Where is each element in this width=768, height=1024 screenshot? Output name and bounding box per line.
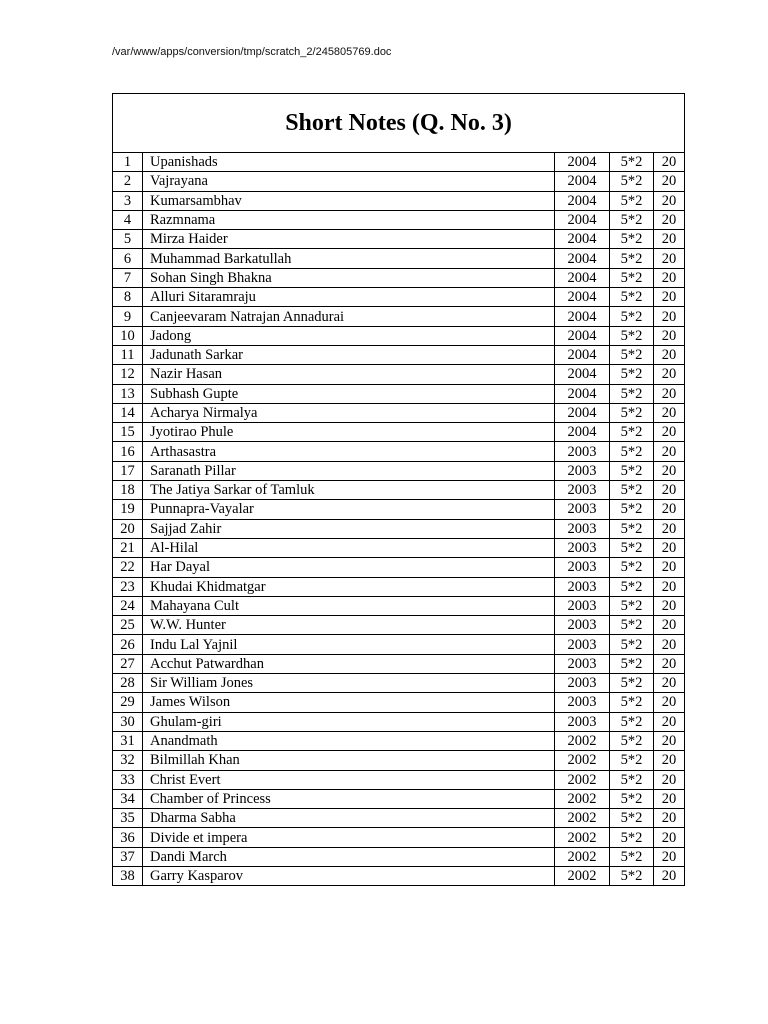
year-cell: 2004 [555,403,610,422]
total-cell: 20 [654,288,685,307]
row-number: 22 [113,558,143,577]
table-row [113,596,685,615]
topic-cell: W.W. Hunter [143,616,555,635]
total-cell: 20 [654,365,685,384]
year-cell: 2002 [555,770,610,789]
row-number: 7 [113,268,143,287]
marks-cell: 5*2 [610,481,654,500]
topic-cell: The Jatiya Sarkar of Tamluk [143,481,555,500]
year-cell: 2003 [555,577,610,596]
table-row [113,809,685,828]
file-path-header: /var/www/apps/conversion/tmp/scratch_2/245805769.doc [112,46,392,58]
topic-cell: Saranath Pillar [143,461,555,480]
marks-cell: 5*2 [610,268,654,287]
year-cell: 2004 [555,326,610,345]
marks-cell: 5*2 [610,809,654,828]
year-cell: 2004 [555,384,610,403]
year-cell: 2002 [555,809,610,828]
topic-cell: Arthasastra [143,442,555,461]
table-row [113,442,685,461]
table-row [113,307,685,326]
table-row [113,191,685,210]
marks-cell: 5*2 [610,577,654,596]
year-cell: 2004 [555,268,610,287]
row-number: 23 [113,577,143,596]
year-cell: 2003 [555,712,610,731]
topic-cell: Jadong [143,326,555,345]
table-row [113,345,685,364]
row-number: 1 [113,153,143,172]
row-number: 36 [113,828,143,847]
marks-cell: 5*2 [610,596,654,615]
marks-cell: 5*2 [610,500,654,519]
marks-cell: 5*2 [610,731,654,750]
topic-cell: Bilmillah Khan [143,751,555,770]
table-row [113,288,685,307]
marks-cell: 5*2 [610,307,654,326]
total-cell: 20 [654,442,685,461]
row-number: 26 [113,635,143,654]
marks-cell: 5*2 [610,693,654,712]
table-row [113,712,685,731]
topic-cell: Nazir Hasan [143,365,555,384]
marks-cell: 5*2 [610,249,654,268]
topic-cell: Subhash Gupte [143,384,555,403]
year-cell: 2003 [555,654,610,673]
marks-cell: 5*2 [610,210,654,229]
row-number: 38 [113,866,143,885]
total-cell: 20 [654,384,685,403]
marks-cell: 5*2 [610,635,654,654]
table-row [113,577,685,596]
row-number: 20 [113,519,143,538]
year-cell: 2002 [555,828,610,847]
row-number: 10 [113,326,143,345]
table-title: Short Notes (Q. No. 3) [113,94,685,153]
marks-cell: 5*2 [610,153,654,172]
table-body [113,94,685,886]
marks-cell: 5*2 [610,712,654,731]
row-number: 32 [113,751,143,770]
total-cell: 20 [654,481,685,500]
total-cell: 20 [654,538,685,557]
total-cell: 20 [654,307,685,326]
year-cell: 2003 [555,596,610,615]
marks-cell: 5*2 [610,751,654,770]
row-number: 25 [113,616,143,635]
marks-cell: 5*2 [610,442,654,461]
total-cell: 20 [654,635,685,654]
topic-cell: Jadunath Sarkar [143,345,555,364]
topic-cell: Kumarsambhav [143,191,555,210]
total-cell: 20 [654,461,685,480]
year-cell: 2002 [555,866,610,885]
year-cell: 2002 [555,731,610,750]
table-row [113,770,685,789]
total-cell: 20 [654,345,685,364]
total-cell: 20 [654,751,685,770]
total-cell: 20 [654,326,685,345]
topic-cell: James Wilson [143,693,555,712]
year-cell: 2003 [555,635,610,654]
row-number: 12 [113,365,143,384]
marks-cell: 5*2 [610,616,654,635]
topic-cell: Indu Lal Yajnil [143,635,555,654]
table-row [113,268,685,287]
year-cell: 2003 [555,693,610,712]
marks-cell: 5*2 [610,365,654,384]
year-cell: 2003 [555,674,610,693]
topic-cell: Khudai Khidmatgar [143,577,555,596]
topic-cell: Divide et impera [143,828,555,847]
year-cell: 2004 [555,345,610,364]
year-cell: 2003 [555,461,610,480]
topic-cell: Upanishads [143,153,555,172]
table-row [113,230,685,249]
topic-cell: Christ Evert [143,770,555,789]
row-number: 18 [113,481,143,500]
row-number: 15 [113,423,143,442]
row-number: 13 [113,384,143,403]
total-cell: 20 [654,828,685,847]
table-row [113,384,685,403]
row-number: 14 [113,403,143,422]
title-row [113,94,685,153]
total-cell: 20 [654,809,685,828]
marks-cell: 5*2 [610,866,654,885]
row-number: 16 [113,442,143,461]
topic-cell: Ghulam-giri [143,712,555,731]
table-row [113,249,685,268]
year-cell: 2002 [555,847,610,866]
marks-cell: 5*2 [610,172,654,191]
year-cell: 2004 [555,423,610,442]
row-number: 37 [113,847,143,866]
total-cell: 20 [654,519,685,538]
marks-cell: 5*2 [610,230,654,249]
table-row [113,210,685,229]
year-cell: 2003 [555,519,610,538]
row-number: 35 [113,809,143,828]
table-row [113,519,685,538]
marks-cell: 5*2 [610,828,654,847]
marks-cell: 5*2 [610,461,654,480]
table-row [113,423,685,442]
year-cell: 2004 [555,249,610,268]
row-number: 21 [113,538,143,557]
year-cell: 2004 [555,288,610,307]
row-number: 8 [113,288,143,307]
total-cell: 20 [654,712,685,731]
topic-cell: Al-Hilal [143,538,555,557]
topic-cell: Razmnama [143,210,555,229]
year-cell: 2002 [555,751,610,770]
total-cell: 20 [654,153,685,172]
marks-cell: 5*2 [610,288,654,307]
marks-cell: 5*2 [610,384,654,403]
total-cell: 20 [654,596,685,615]
total-cell: 20 [654,847,685,866]
topic-cell: Alluri Sitaramraju [143,288,555,307]
total-cell: 20 [654,674,685,693]
marks-cell: 5*2 [610,674,654,693]
total-cell: 20 [654,172,685,191]
topic-cell: Dharma Sabha [143,809,555,828]
table-row [113,789,685,808]
row-number: 31 [113,731,143,750]
marks-cell: 5*2 [610,326,654,345]
table-row [113,481,685,500]
year-cell: 2004 [555,172,610,191]
row-number: 9 [113,307,143,326]
table-row [113,635,685,654]
year-cell: 2004 [555,365,610,384]
year-cell: 2003 [555,442,610,461]
total-cell: 20 [654,577,685,596]
total-cell: 20 [654,654,685,673]
total-cell: 20 [654,210,685,229]
total-cell: 20 [654,770,685,789]
table-row [113,365,685,384]
row-number: 30 [113,712,143,731]
total-cell: 20 [654,268,685,287]
total-cell: 20 [654,558,685,577]
table-row [113,674,685,693]
table-row [113,847,685,866]
table-row [113,326,685,345]
table-row [113,538,685,557]
topic-cell: Mirza Haider [143,230,555,249]
row-number: 4 [113,210,143,229]
year-cell: 2004 [555,307,610,326]
row-number: 28 [113,674,143,693]
total-cell: 20 [654,403,685,422]
row-number: 5 [113,230,143,249]
total-cell: 20 [654,693,685,712]
total-cell: 20 [654,230,685,249]
year-cell: 2003 [555,481,610,500]
topic-cell: Muhammad Barkatullah [143,249,555,268]
topic-cell: Canjeevaram Natrajan Annadurai [143,307,555,326]
marks-cell: 5*2 [610,558,654,577]
topic-cell: Sohan Singh Bhakna [143,268,555,287]
table-row [113,828,685,847]
row-number: 33 [113,770,143,789]
topic-cell: Punnapra-Vayalar [143,500,555,519]
total-cell: 20 [654,789,685,808]
table-row [113,731,685,750]
marks-cell: 5*2 [610,789,654,808]
short-notes-table [112,93,685,886]
topic-cell: Har Dayal [143,558,555,577]
year-cell: 2004 [555,210,610,229]
total-cell: 20 [654,423,685,442]
marks-cell: 5*2 [610,423,654,442]
total-cell: 20 [654,191,685,210]
marks-cell: 5*2 [610,403,654,422]
marks-cell: 5*2 [610,345,654,364]
total-cell: 20 [654,616,685,635]
table-row [113,172,685,191]
row-number: 11 [113,345,143,364]
topic-cell: Chamber of Princess [143,789,555,808]
total-cell: 20 [654,731,685,750]
table-row [113,153,685,172]
topic-cell: Acchut Patwardhan [143,654,555,673]
year-cell: 2003 [555,616,610,635]
row-number: 27 [113,654,143,673]
row-number: 19 [113,500,143,519]
total-cell: 20 [654,249,685,268]
year-cell: 2004 [555,230,610,249]
row-number: 6 [113,249,143,268]
marks-cell: 5*2 [610,191,654,210]
marks-cell: 5*2 [610,538,654,557]
topic-cell: Sir William Jones [143,674,555,693]
year-cell: 2003 [555,500,610,519]
marks-cell: 5*2 [610,654,654,673]
marks-cell: 5*2 [610,519,654,538]
table-row [113,751,685,770]
table-row [113,654,685,673]
row-number: 24 [113,596,143,615]
marks-cell: 5*2 [610,770,654,789]
topic-cell: Dandi March [143,847,555,866]
total-cell: 20 [654,866,685,885]
table-row [113,866,685,885]
table-row [113,500,685,519]
row-number: 3 [113,191,143,210]
year-cell: 2004 [555,153,610,172]
row-number: 29 [113,693,143,712]
marks-cell: 5*2 [610,847,654,866]
topic-cell: Vajrayana [143,172,555,191]
row-number: 17 [113,461,143,480]
topic-cell: Jyotirao Phule [143,423,555,442]
topic-cell: Mahayana Cult [143,596,555,615]
year-cell: 2003 [555,558,610,577]
total-cell: 20 [654,500,685,519]
table-row [113,461,685,480]
table-row [113,403,685,422]
topic-cell: Anandmath [143,731,555,750]
table-row [113,616,685,635]
year-cell: 2004 [555,191,610,210]
topic-cell: Garry Kasparov [143,866,555,885]
row-number: 34 [113,789,143,808]
topic-cell: Acharya Nirmalya [143,403,555,422]
row-number: 2 [113,172,143,191]
table-row [113,693,685,712]
topic-cell: Sajjad Zahir [143,519,555,538]
year-cell: 2003 [555,538,610,557]
year-cell: 2002 [555,789,610,808]
table-row [113,558,685,577]
